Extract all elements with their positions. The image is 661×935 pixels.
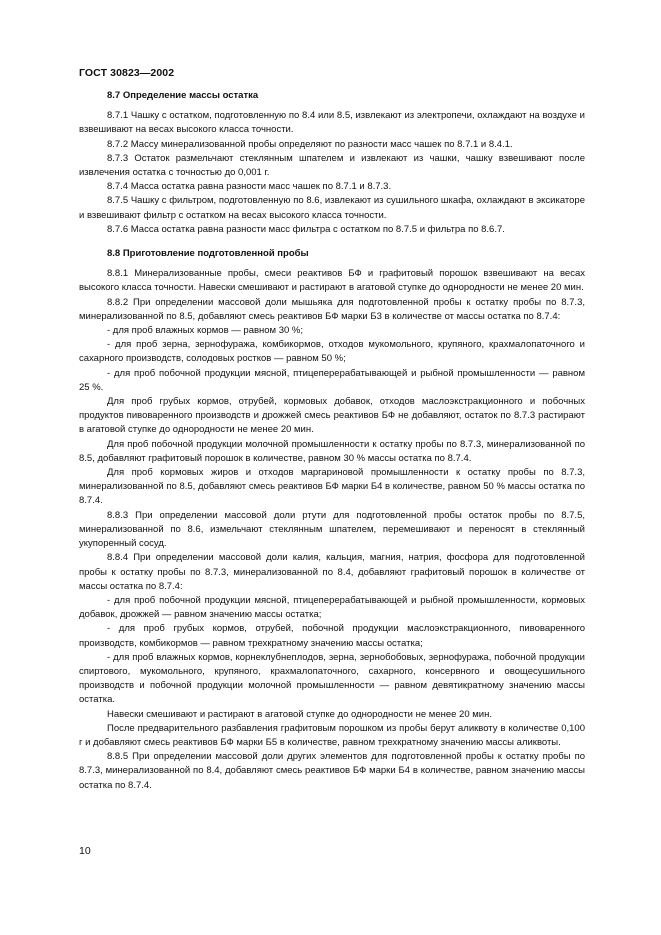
paragraph: 8.7.1 Чашку с остатком, подготовленную по 8.4 или 8.5, извлекают из электропечи, охлаждают на воздухе и взвешивают на весах высокого класса точности.	[79, 110, 585, 136]
section-heading-8-8: 8.8 Приготовление подготовленной пробы	[107, 248, 309, 260]
document-header: ГОСТ 30823—2002	[79, 67, 175, 79]
paragraph: Для проб грубых кормов, отрубей, кормовых добавок, отходов маслоэкстракционного и побочных продуктов пивоваренного производств и дрожжей смесь реактивов БФ не добавляют, остаток по 8.7.3 растирают в агатовой ступке до однородности не менее 20 мин.	[79, 396, 585, 436]
paragraph: 8.8.4 При определении массовой доли калия, кальция, магния, натрия, фосфора для подготовленной пробы к остатку пробы по 8.7.3, минерализованной по 8.4, добавляют графитовый порошок в количестве от массы остатка по 8.7.4:	[79, 552, 585, 592]
paragraph: 8.8.5 При определении массовой доли других элементов для подготовленной пробы к остатку пробы по 8.7.3, минерализованной по 8.4, добавляют смесь реактивов БФ марки Б4 в количестве, равном значению массы остатка по 8.7.4.	[79, 751, 585, 791]
paragraph: 8.8.3 При определении массовой доли ртути для подготовленной пробы остаток пробы по 8.7.5, минерализованной по 8.6, измельчают стеклянным шпателем, перемешивают и переносят в стеклянный укупоренный сосуд.	[79, 509, 585, 550]
list-item: - для проб зерна, зернофуража, комбикормов, отходов мукомольного, крупяного, крахмалопаточного и сахарного производств, солодовых ростков — равном 50 %;	[79, 339, 585, 365]
list-item: - для проб влажных кормов, корнеклубнеплодов, зерна, зернобобовых, зернофуража, побочной продукции спиртового, мукомольного, крупяного, крахмалопаточного, сахарного, консервного и овощесушильного производств и побочной продукции молочной промышленности — равном девятикратному значению массы остатка.	[79, 651, 585, 706]
page-number: 10	[79, 845, 91, 857]
paragraph: 8.7.3 Остаток размельчают стеклянным шпателем и извлекают из чашки, чашку взвешивают после извлечения остатка с точностью до 0,001 г.	[79, 152, 585, 179]
paragraph: 8.7.2 Массу минерализованной пробы определяют по разности масс чашек по 8.7.1 и 8.4.1.	[107, 138, 513, 150]
section-heading-8-7: 8.7 Определение массы остатка	[107, 90, 259, 101]
paragraph: 8.8.1 Минерализованные пробы, смеси реактивов БФ и графитовый порошок взвешивают на весах высокого класса точности. Навески смешивают и растирают в агатовой ступке до однородности не менее 20 мин.	[79, 268, 585, 294]
paragraph: 8.7.6 Масса остатка равна разности масс фильтра с остатком по 8.7.5 и фильтра по 8.6.7.	[107, 223, 505, 235]
paragraph: Для проб побочной продукции молочной промышленности к остатку пробы по 8.7.3, минерализованной по 8.5, добавляют графитовый порошок в количестве, равном 30 % массы остатка по 8.7.4.	[79, 438, 585, 464]
paragraph: После предварительного разбавления графитовым порошком из пробы берут аликвоту в количестве 0,100 г и добавляют смесь реактивов БФ марки Б5 в количестве, равном трехкратному значению массы аликвоты.	[79, 722, 585, 748]
paragraph: 8.8.2 При определении массовой доли мышьяка для подготовленной пробы к остатку пробы по 8.7.3, минерализованной по 8.5, добавляют смесь реактивов БФ марки Б3 в количестве от массы остатка по 8.7.4:	[79, 296, 585, 322]
paragraph: 8.7.4 Масса остатка равна разности масс чашек по 8.7.1 и 8.7.3.	[107, 181, 392, 193]
paragraph: 8.7.5 Чашку с фильтром, подготовленную по 8.6, извлекают из сушильного шкафа, охлаждают в эксикаторе и взвешивают фильтр с остатком на весах высокого класса точности.	[79, 195, 585, 221]
list-item: - для проб побочной продукции мясной, птицеперерабатывающей и рыбной промышленности, кормовых добавок, дрожжей — равном значению массы остатка;	[79, 594, 585, 621]
document-body	[79, 89, 585, 793]
list-item: - для проб побочной продукции мясной, птицеперерабатывающей и рыбной промышленности — равном 25 %.	[79, 367, 585, 393]
list-item: - для проб влажных кормов — равном 30 %;	[107, 325, 304, 337]
list-item: - для проб грубых кормов, отрубей, побочной продукции маслоэкстракционного, пивоваренного производств, комбикормов — равном трехкратному значению массы остатка;	[79, 623, 585, 649]
paragraph: Для проб кормовых жиров и отходов маргариновой промышленности к остатку пробы по 8.7.3, минерализованной по 8.5, добавляют смесь реактивов БФ марки Б4 в количестве, равном 50 % массы остатка по 8.7.4.	[79, 467, 585, 507]
paragraph: Навески смешивают и растирают в агатовой ступке до однородности не менее 20 мин.	[107, 708, 492, 720]
